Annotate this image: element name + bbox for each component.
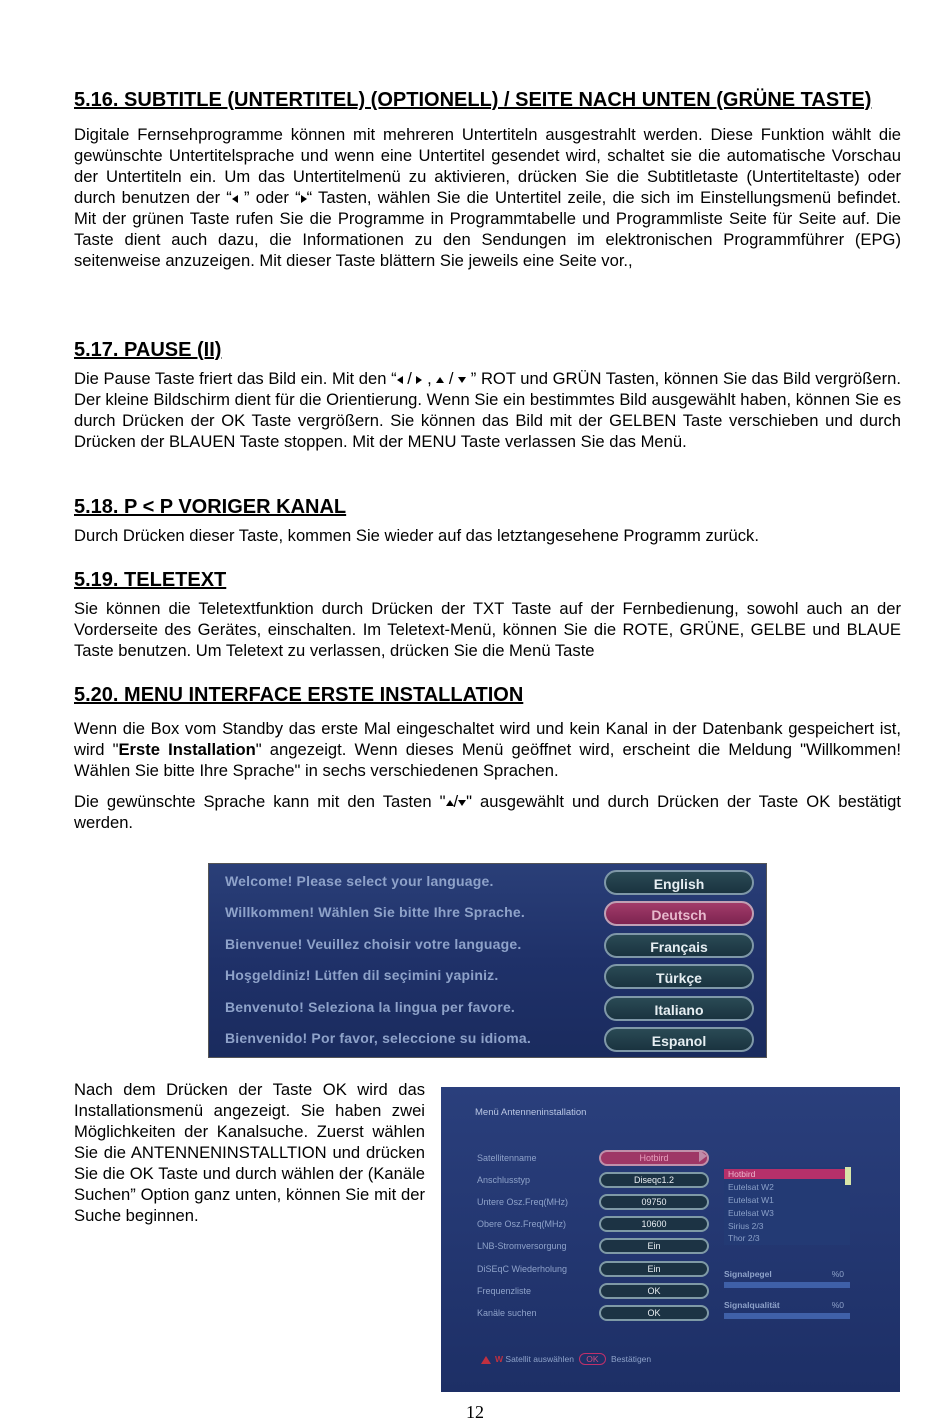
down-arrow-icon bbox=[458, 377, 466, 383]
field-label: Frequenzliste bbox=[477, 1286, 532, 1296]
section-5-20 bbox=[74, 683, 901, 833]
signal-quality bbox=[724, 1300, 844, 1310]
language-selection-screen bbox=[208, 863, 767, 1058]
section-heading: 5.18. P < P VORIGER KANAL bbox=[74, 496, 347, 518]
signal-level-value: %0 bbox=[831, 1269, 844, 1279]
satellite-list-item[interactable]: Thor 2/3 bbox=[728, 1233, 760, 1243]
text-run: ” ROT und GRÜN Tasten, können Sie das Bild vergrößern. Der kleine Bildschirm dient für die Orientierung. Wenn Sie ein bestimmtes Bild ausgewählt haben, können Sie es durch Drücken der OK Taste vergrößern. Sie können das Bild mit der GELBEN Taste verschieben und durch Drücken der BLAUEN Taste stoppen. Mit der MENU Taste verlassen Sie das Menü. bbox=[74, 369, 901, 451]
text-run: " angezeigt. Wenn dieses Menü geöffnet wird, erscheint die Meldung "Willkommen! Wählen Sie bitte Ihre Sprache" in sechs verschiedenen Sprachen. bbox=[74, 740, 901, 780]
language-row bbox=[209, 993, 766, 1024]
text-run: " ausgewählt und durch Drücken der Taste OK bestätigt werden. bbox=[74, 792, 901, 832]
language-option-espanol[interactable]: Espanol bbox=[604, 1027, 754, 1052]
ok-key-badge: OK bbox=[579, 1353, 605, 1365]
satellite-name-field[interactable]: Hotbird bbox=[599, 1150, 709, 1166]
bold-term: Erste Installation bbox=[118, 740, 256, 759]
field-label: Anschlusstyp bbox=[477, 1175, 531, 1185]
language-option-francais[interactable]: Français bbox=[604, 933, 754, 958]
welcome-text: Willkommen! Wählen Sie bitte Ihre Sprache. bbox=[225, 904, 526, 920]
page-number: 12 bbox=[466, 1402, 484, 1422]
welcome-text: Benvenuto! Seleziona la lingua per favore. bbox=[225, 999, 516, 1015]
satellite-list-item[interactable]: Eutelsat W1 bbox=[728, 1195, 774, 1205]
field-label: Untere Osz.Freq(MHz) bbox=[477, 1197, 569, 1207]
menu-title: Menü Antenneninstallation bbox=[475, 1107, 587, 1118]
section-paragraph bbox=[74, 368, 901, 452]
text-run: “ Tasten, wählen Sie die Untertitel zeile, die sich im Einstellungsmenü befindet. Mit der grünen Taste rufen Sie die Programme in Programmtabelle und Programmliste Seite für Seite auf. Die Taste dient auch dazu, die Informationen zu den Sendungen im elektronischen Programmführer (EPG) seitenweise anzuzeigen. Mit dieser Taste blättern Sie jeweils eine Seite vor., bbox=[74, 188, 901, 270]
warning-triangle-icon bbox=[481, 1356, 491, 1364]
right-arrow-icon bbox=[699, 1150, 707, 1162]
section-5-16 bbox=[74, 88, 901, 271]
section-paragraph bbox=[74, 718, 901, 781]
channel-search-button[interactable]: OK bbox=[599, 1305, 709, 1321]
footer-select-label: Satellit auswählen bbox=[505, 1354, 574, 1364]
text-run: / bbox=[402, 369, 417, 388]
section-heading: 5.16. SUBTITLE (UNTERTITEL) (OPTIONELL) / SEITE NACH UNTEN (GRÜNE TASTE) bbox=[74, 89, 872, 111]
frequency-list-button[interactable]: OK bbox=[599, 1283, 709, 1299]
section-5-19 bbox=[74, 568, 901, 661]
welcome-text: Welcome! Please select your language. bbox=[225, 873, 494, 889]
language-row bbox=[209, 867, 766, 898]
install-description bbox=[74, 1079, 425, 1226]
field-label: Kanäle suchen bbox=[477, 1308, 537, 1318]
satellite-list-item[interactable]: Hotbird bbox=[724, 1169, 846, 1179]
text-run: , bbox=[422, 369, 437, 388]
language-row bbox=[209, 898, 766, 929]
field-label: DiSEqC Wiederholung bbox=[477, 1264, 568, 1274]
welcome-text: Bienvenido! Por favor, seleccione su idioma. bbox=[225, 1030, 531, 1046]
language-option-english[interactable]: English bbox=[604, 870, 754, 895]
satellite-list-item[interactable]: Sirius 2/3 bbox=[728, 1221, 764, 1231]
signal-quality-value: %0 bbox=[831, 1300, 844, 1310]
text-run: / bbox=[453, 792, 459, 811]
scrollbar[interactable] bbox=[845, 1167, 851, 1185]
section-heading: 5.20. MENU INTERFACE ERSTE INSTALLATION bbox=[74, 684, 524, 706]
satellite-list-item[interactable]: Eutelsat W2 bbox=[728, 1182, 774, 1192]
menu-footer bbox=[481, 1353, 651, 1365]
satellite-list-item[interactable]: Eutelsat W3 bbox=[728, 1208, 774, 1218]
welcome-text: Hoşgeldiniz! Lütfen dil seçimini yapiniz. bbox=[225, 967, 499, 983]
section-heading: 5.17. PAUSE (II) bbox=[74, 339, 222, 361]
section-paragraph: Nach dem Drücken der Taste OK wird das Installationsmenü angezeigt. Sie haben zwei Möglichkeiten der Kanalsuche. Zuerst wählen Sie die ANTENNENINSTALLTION und drücken Sie die OK Taste und durch wählen der (Kanäle Suchen” Option ganz unten, können Sie mit der Suche beginnen. bbox=[74, 1080, 425, 1225]
section-paragraph bbox=[74, 124, 901, 271]
welcome-text: Bienvenue! Veuillez choisir votre language. bbox=[225, 936, 522, 952]
satellite-list bbox=[724, 1167, 850, 1245]
field-label: LNB-Stromversorgung bbox=[477, 1241, 567, 1251]
field-label: Satellitenname bbox=[477, 1153, 537, 1163]
section-paragraph: Durch Drücken dieser Taste, kommen Sie wieder auf das letztangesehene Programm zurück. bbox=[74, 526, 759, 545]
diseqc-repeat-field[interactable]: Ein bbox=[599, 1261, 709, 1277]
text-run: Die gewünschte Sprache kann mit den Tasten " bbox=[74, 792, 446, 811]
text-run: ” oder “ bbox=[237, 188, 301, 207]
lower-osc-freq-field[interactable]: 09750 bbox=[599, 1194, 709, 1210]
field-label: Obere Osz.Freq(MHz) bbox=[477, 1219, 567, 1229]
signal-level-label: Signalpegel bbox=[724, 1269, 772, 1279]
signal-quality-label: Signalqualität bbox=[724, 1300, 780, 1310]
text-run: / bbox=[444, 369, 459, 388]
upper-osc-freq-field[interactable]: 10600 bbox=[599, 1216, 709, 1232]
text-run: Wenn die Box vom Standby das erste Mal eingeschaltet wird und kein Kanal in der Datenbank gespeichert ist, wird " bbox=[74, 719, 901, 759]
antenna-installation-screen bbox=[441, 1087, 900, 1392]
language-row bbox=[209, 961, 766, 992]
up-arrow-icon bbox=[446, 800, 454, 806]
section-5-18 bbox=[74, 495, 901, 546]
language-row bbox=[209, 930, 766, 961]
updown-key-icon: W bbox=[495, 1354, 504, 1364]
language-option-deutsch[interactable]: Deutsch bbox=[604, 901, 754, 926]
text-run: Die Pause Taste friert das Bild ein. Mit den “ bbox=[74, 369, 397, 388]
footer-confirm-label: Bestätigen bbox=[610, 1354, 652, 1364]
down-arrow-icon bbox=[458, 800, 466, 806]
section-paragraph: Sie können die Teletextfunktion durch Drücken der TXT Taste auf der Fernbedienung, sowohl auch an der Vorderseite des Gerätes, einschalten. Im Teletext-Menü, können Sie die ROTE, GRÜNE, GELBE und BLAUE Taste benutzen. Um Teletext zu verlassen, drücken Sie die Menü Taste bbox=[74, 599, 901, 660]
section-5-17 bbox=[74, 338, 901, 452]
language-option-turkce[interactable]: Türkçe bbox=[604, 964, 754, 989]
signal-level-bar bbox=[724, 1282, 850, 1288]
language-option-italiano[interactable]: Italiano bbox=[604, 996, 754, 1021]
section-paragraph bbox=[74, 791, 901, 833]
section-heading: 5.19. TELETEXT bbox=[74, 569, 227, 591]
text-run: Digitale Fernsehprogramme können mit mehreren Untertiteln ausgestrahlt werden. Diese Funktion wählt die gewünschte Untertitelsprache und wenn eine Untertitel gesendet wird, schaltet sie die automatische Vorschau der Untertiteln ein. Um das Untertitelmenü zu aktivieren, drücken Sie die Subtitletaste (Untertiteltaste) oder durch benutzen der “ bbox=[74, 125, 901, 207]
signal-quality-bar bbox=[724, 1313, 850, 1319]
lnb-power-field[interactable]: Ein bbox=[599, 1238, 709, 1254]
signal-level bbox=[724, 1269, 844, 1279]
language-row bbox=[209, 1024, 766, 1055]
connection-type-field[interactable]: Diseqc1.2 bbox=[599, 1172, 709, 1188]
